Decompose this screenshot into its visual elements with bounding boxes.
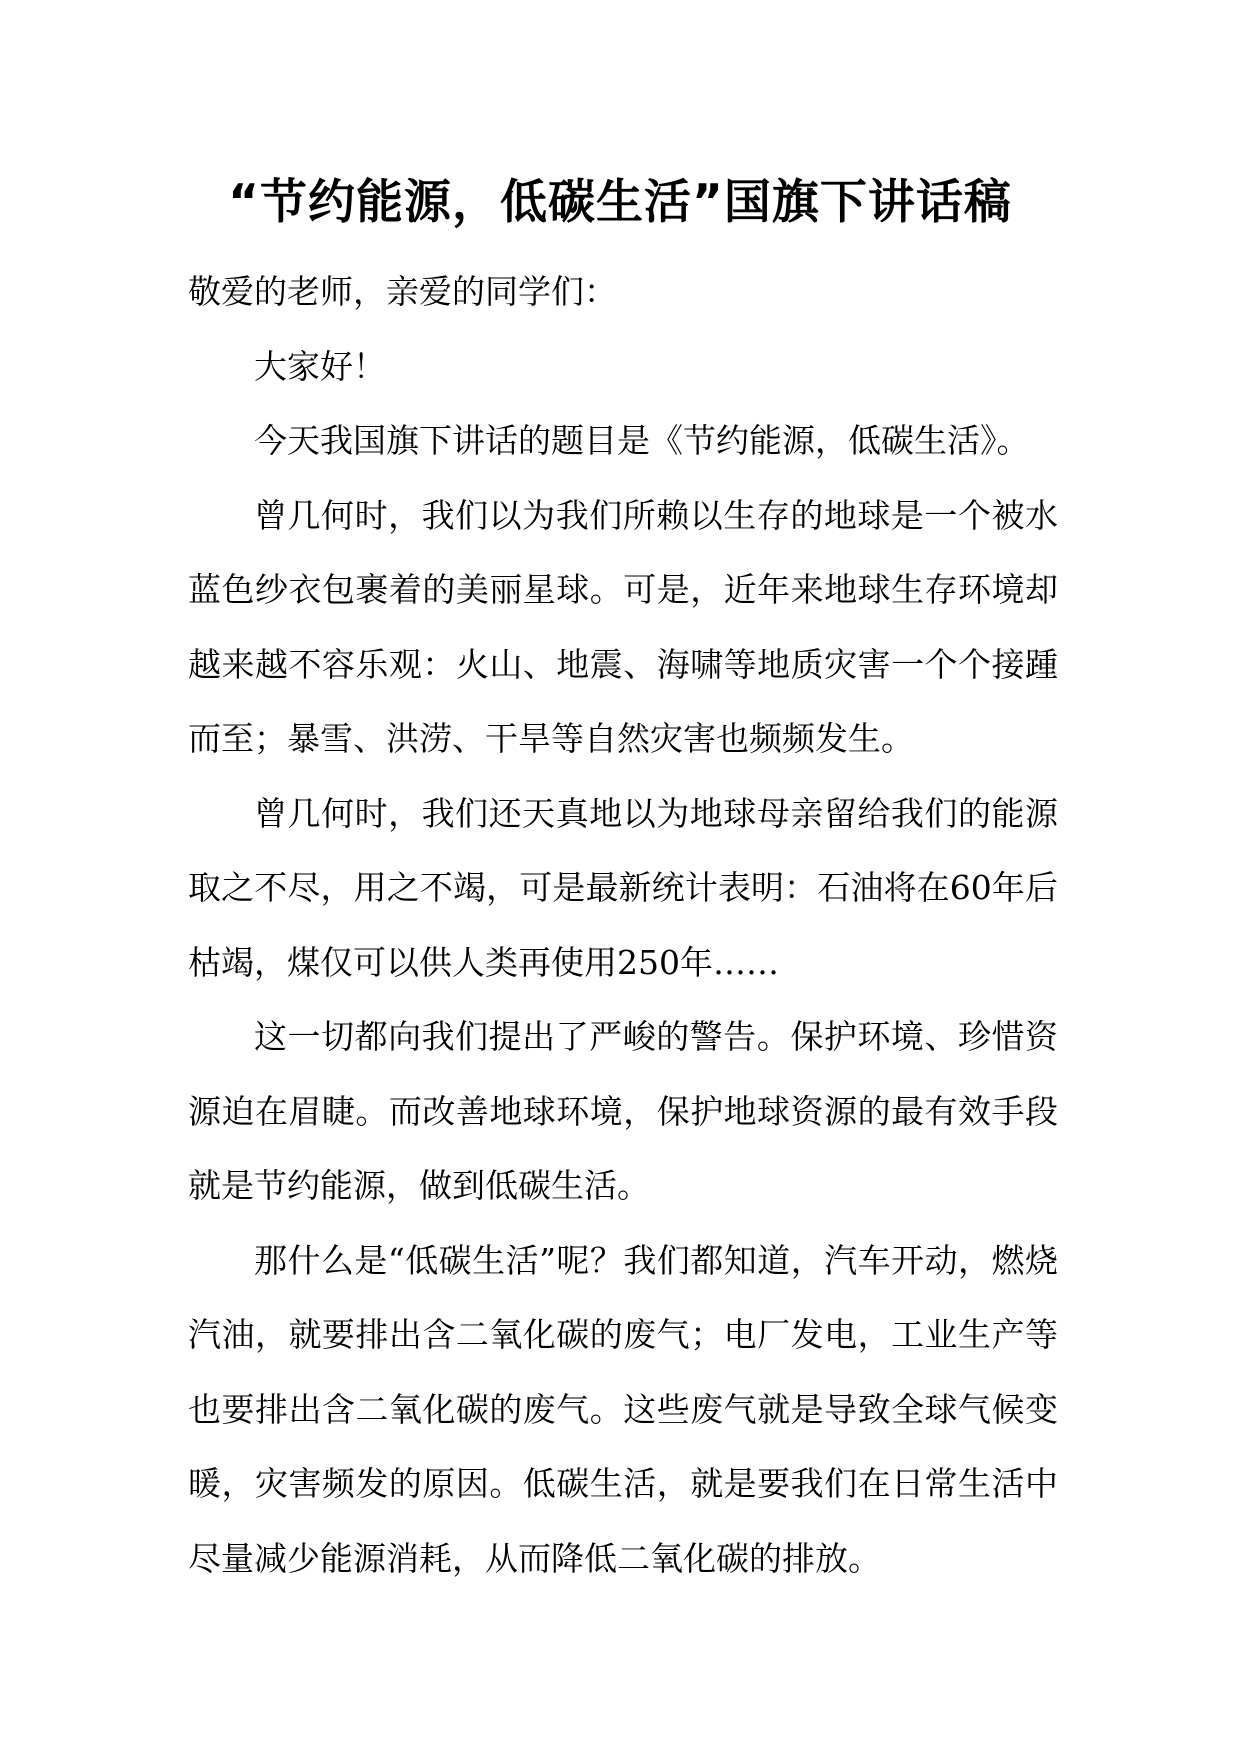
greeting-paragraph: 大家好！ — [254, 346, 386, 386]
document-body — [188, 255, 1058, 1596]
topic-paragraph: 今天我国旗下讲话的题目是《节约能源，低碳生活》。 — [254, 421, 1030, 460]
salutation-paragraph: 敬爱的老师，亲爱的同学们： — [188, 272, 617, 311]
body-paragraph: 这一切都向我们提出了严峻的警告。保护环境、珍惜资源迫在眉睫。而改善地球环境，保护地球资源的最有效手段就是节约能源，做到低碳生活。 — [188, 1017, 1058, 1205]
body-paragraph: 曾几何时，我们以为我们所赖以生存的地球是一个被水蓝色纱衣包裹着的美丽星球。可是，近年来地球生存环境却越来越不容乐观：火山、地震、海啸等地质灾害一个个接踵而至；暴雪、洪涝、干旱等自然灾害也频频发生。 — [188, 495, 1058, 758]
body-paragraph: 曾几何时，我们还天真地以为地球母亲留给我们的能源取之不尽，用之不竭，可是最新统计表明：石油将在60年后枯竭，煤仅可以供人类再使用250年…… — [188, 793, 1058, 982]
page-title: “节约能源，低碳生活”国旗下讲话稿 — [228, 175, 1012, 230]
body-paragraph: 那什么是“低碳生活”呢？我们都知道，汽车开动，燃烧汽油，就要排出含二氧化碳的废气；电厂发电，工业生产等也要排出含二氧化碳的废气。这些废气就是导致全球气候变暖，灾害频发的原因。低碳生活，就是要我们在日常生活中尽量减少能源消耗，从而降低二氧化碳的排放。 — [188, 1240, 1058, 1578]
